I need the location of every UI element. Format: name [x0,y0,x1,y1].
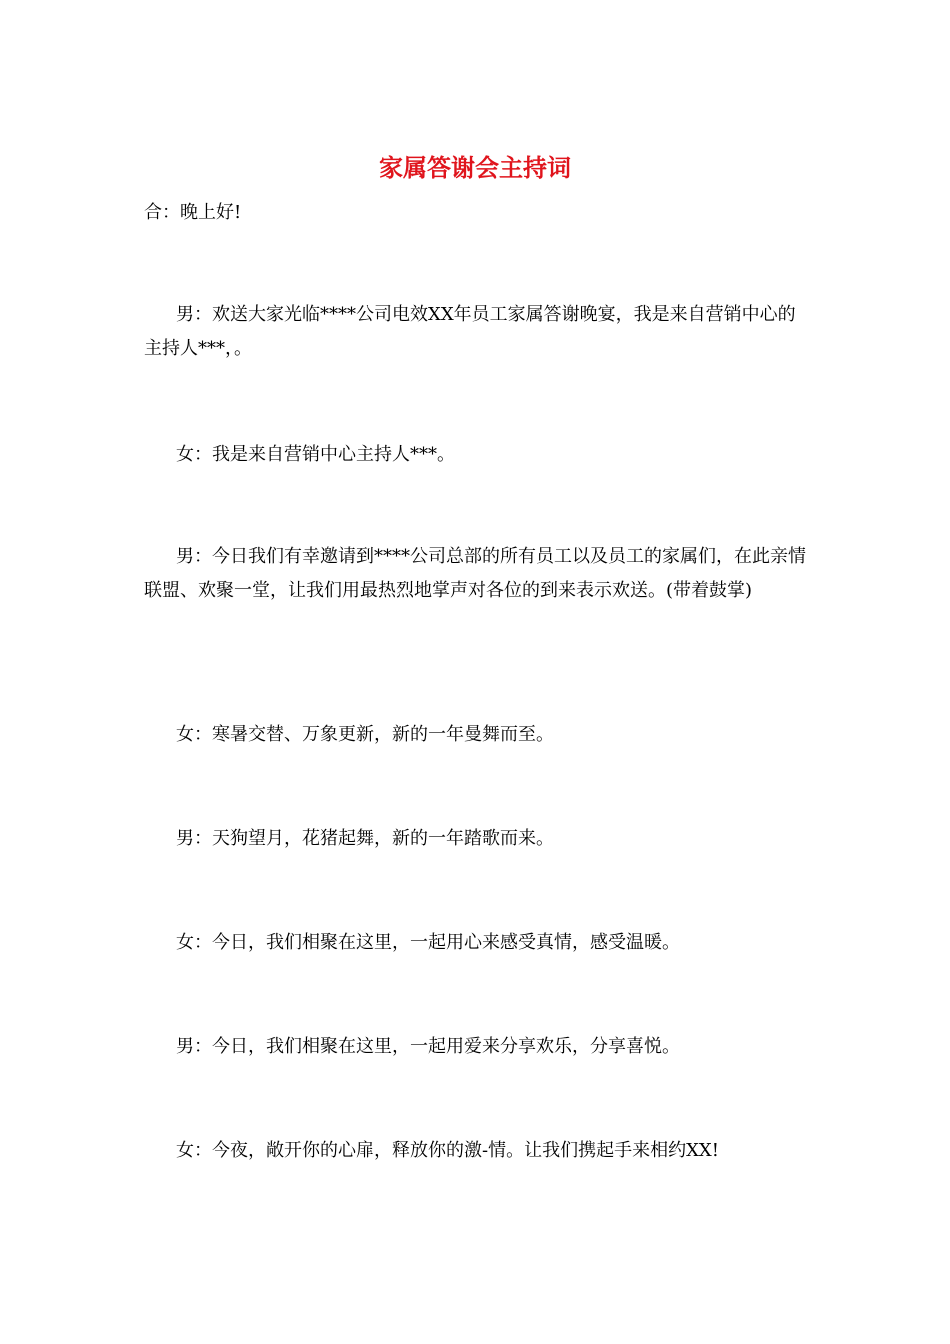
document-title: 家属答谢会主持词 [379,153,571,182]
paragraph-female-1: 女：我是来自营销中心主持人***。 [176,444,455,465]
paragraph-greeting: 合：晚上好! [144,202,242,223]
paragraph-female-3: 女：今日，我们相聚在这里，一起用心来感受真情，感受温暖。 [176,932,680,953]
paragraph-male-3: 男：天狗望月，花猪起舞，新的一年踏歌而来。 [176,828,554,849]
paragraph-male-4: 男：今日，我们相聚在这里，一起用爱来分享欢乐，分享喜悦。 [176,1036,680,1057]
paragraph-female-4: 女：今夜，敞开你的心扉，释放你的激-情。让我们携起手来相约XX! [176,1140,719,1161]
paragraph-male-2: 男：今日我们有幸邀请到****公司总部的所有员工以及员工的家属们，在此亲情联盟、欢聚一堂，让我们用最热烈地掌声对各位的到来表示欢送。(带着鼓掌) [144,546,806,601]
paragraph-male-1: 男：欢送大家光临****公司电效XX年员工家属答谢晚宴，我是来自营销中心的主持人***，。 [144,304,796,359]
paragraph-female-2: 女：寒暑交替、万象更新，新的一年曼舞而至。 [176,724,554,745]
